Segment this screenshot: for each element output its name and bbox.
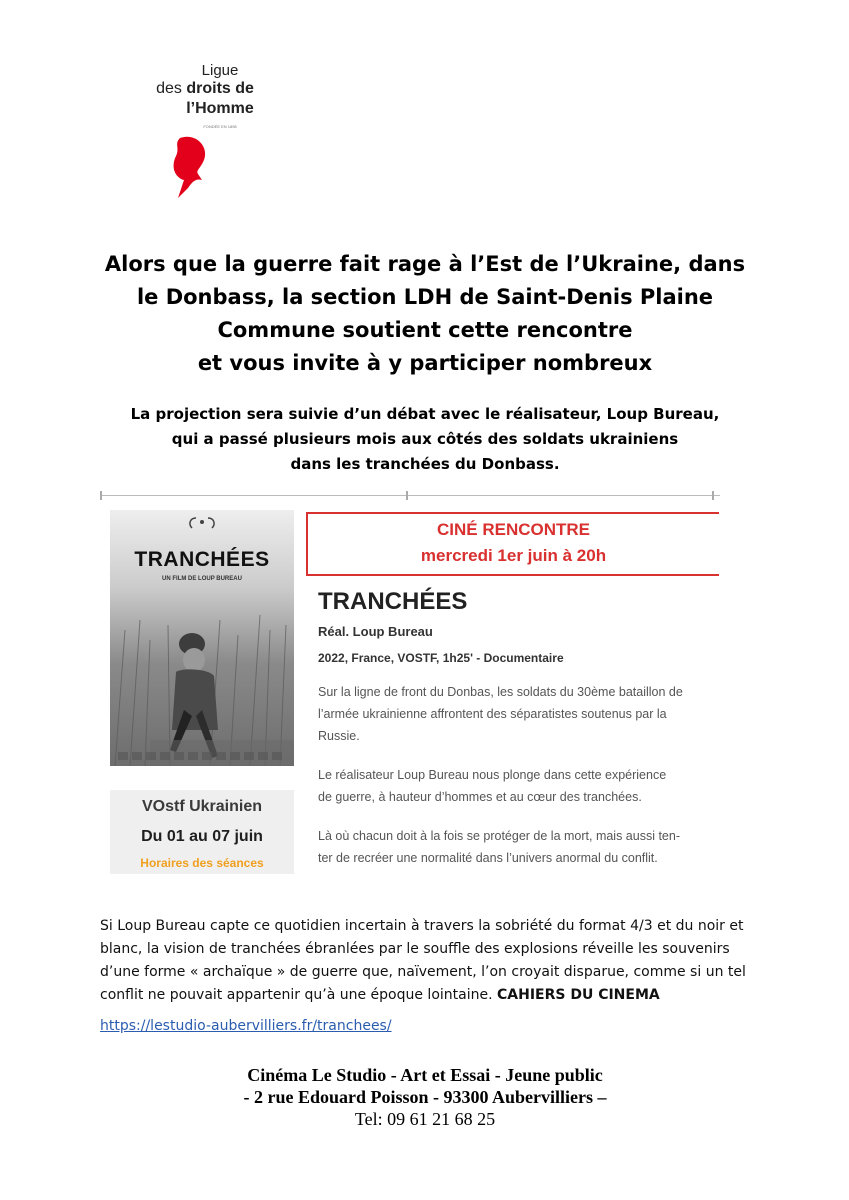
vo-label: VOstf Ukrainien	[141, 798, 263, 815]
logo-line-2-prefix: des	[156, 80, 187, 97]
film-synopsis-3	[318, 825, 718, 869]
review-paragraph	[100, 915, 750, 1007]
synopsis-line: ter de recréer une normalité dans l’univers anormal du conflit.	[318, 851, 658, 865]
synopsis-line: de guerre, à hauteur d’hommes et au cœur des tranchées.	[318, 790, 642, 804]
film-meta: 2022, France, VOSTF, 1h25' - Documentaire	[318, 651, 564, 665]
review-line: blanc, la vision de tranchées ébranlées par le souffle des explosions réveille les souvenirs	[100, 941, 730, 957]
ldh-mark-icon	[172, 134, 212, 200]
synopsis-line: Là où chacun doit à la fois se protéger de la mort, mais aussi ten-	[318, 829, 680, 843]
logo-line-2	[135, 80, 275, 98]
schedule-link[interactable]: Horaires des séances	[140, 856, 264, 870]
logo-line-2-bold: droits de	[186, 80, 254, 97]
poster-subtitle: UN FILM DE LOUP BUREAU	[162, 576, 242, 582]
soldier-in-field-image	[110, 590, 294, 766]
cinema-phone: Tel: 09 61 21 68 25	[354, 1109, 496, 1129]
synopsis-line: Russie.	[318, 729, 360, 743]
ruler-tick	[100, 491, 102, 500]
review-line: Si Loup Bureau capte ce quotidien incertain à travers la sobriété du format 4/3 et du noir et	[100, 918, 744, 934]
cinema-footer	[100, 1064, 750, 1130]
headline-line-3: Commune soutient cette rencontre	[217, 318, 633, 342]
ldh-logo	[156, 62, 280, 210]
film-synopsis-1	[318, 681, 718, 747]
film-page-link[interactable]: https://lestudio-aubervilliers.fr/tranchees/	[100, 1018, 392, 1034]
subheadline-line-2: qui a passé plusieurs mois aux côtés des soldats ukrainiens	[171, 430, 679, 448]
logo-line-1: Ligue	[201, 62, 239, 79]
poster-credits	[118, 752, 286, 760]
film-title: TRANCHÉES	[318, 588, 468, 615]
subheadline-line-1: La projection sera suivie d’un débat avec le réalisateur, Loup Bureau,	[130, 405, 720, 423]
cinema-name: Cinéma Le Studio - Art et Essai - Jeune public	[247, 1065, 603, 1085]
synopsis-line: Le réalisateur Loup Bureau nous plonge dans cette expérience	[318, 768, 667, 782]
cine-rencontre-box	[306, 512, 719, 576]
headline-line-1: Alors que la guerre fait rage à l’Est de l’Ukraine, dans	[104, 252, 746, 276]
review-line: d’une forme « archaïque » de guerre que, naïvement, l’on croyait disparue, comme si un tel	[100, 964, 746, 980]
film-director: Réal. Loup Bureau	[318, 624, 433, 639]
review-source: CAHIERS DU CINEMA	[497, 987, 660, 1003]
headline	[60, 248, 790, 380]
ruler-tick	[406, 491, 408, 500]
ruler-line	[100, 495, 720, 496]
screening-info-box	[110, 790, 294, 874]
logo-founded: FONDÉE EN 1898	[203, 124, 237, 129]
poster-title: TRANCHÉES	[134, 548, 270, 571]
ruler-divider	[100, 490, 720, 502]
film-poster	[110, 510, 294, 766]
headline-line-2: le Donbass, la section LDH de Saint-Denis Plaine	[136, 285, 714, 309]
festival-laurel-icon	[188, 516, 216, 530]
ruler-tick	[712, 491, 714, 500]
cine-rencontre-label: CINÉ RENCONTRE	[436, 520, 590, 539]
film-synopsis-2	[318, 764, 718, 808]
screening-dates: Du 01 au 07 juin	[141, 828, 263, 845]
synopsis-line: Sur la ligne de front du Donbas, les soldats du 30ème bataillon de	[318, 685, 683, 699]
synopsis-line: l’armée ukrainienne affrontent des séparatistes soutenus par la	[318, 707, 667, 721]
logo-line-3: l’Homme	[186, 100, 254, 117]
review-line-last	[100, 984, 750, 1007]
review-last-text: conflit ne pouvait appartenir qu’à une époque lointaine.	[100, 987, 497, 1003]
subheadline-line-3: dans les tranchées du Donbass.	[290, 455, 560, 473]
cine-rencontre-date: mercredi 1er juin à 20h	[420, 546, 607, 565]
cinema-address: - 2 rue Edouard Poisson - 93300 Aubervilliers –	[243, 1087, 607, 1107]
headline-line-4: et vous invite à y participer nombreux	[197, 351, 653, 375]
subheadline	[80, 402, 770, 477]
